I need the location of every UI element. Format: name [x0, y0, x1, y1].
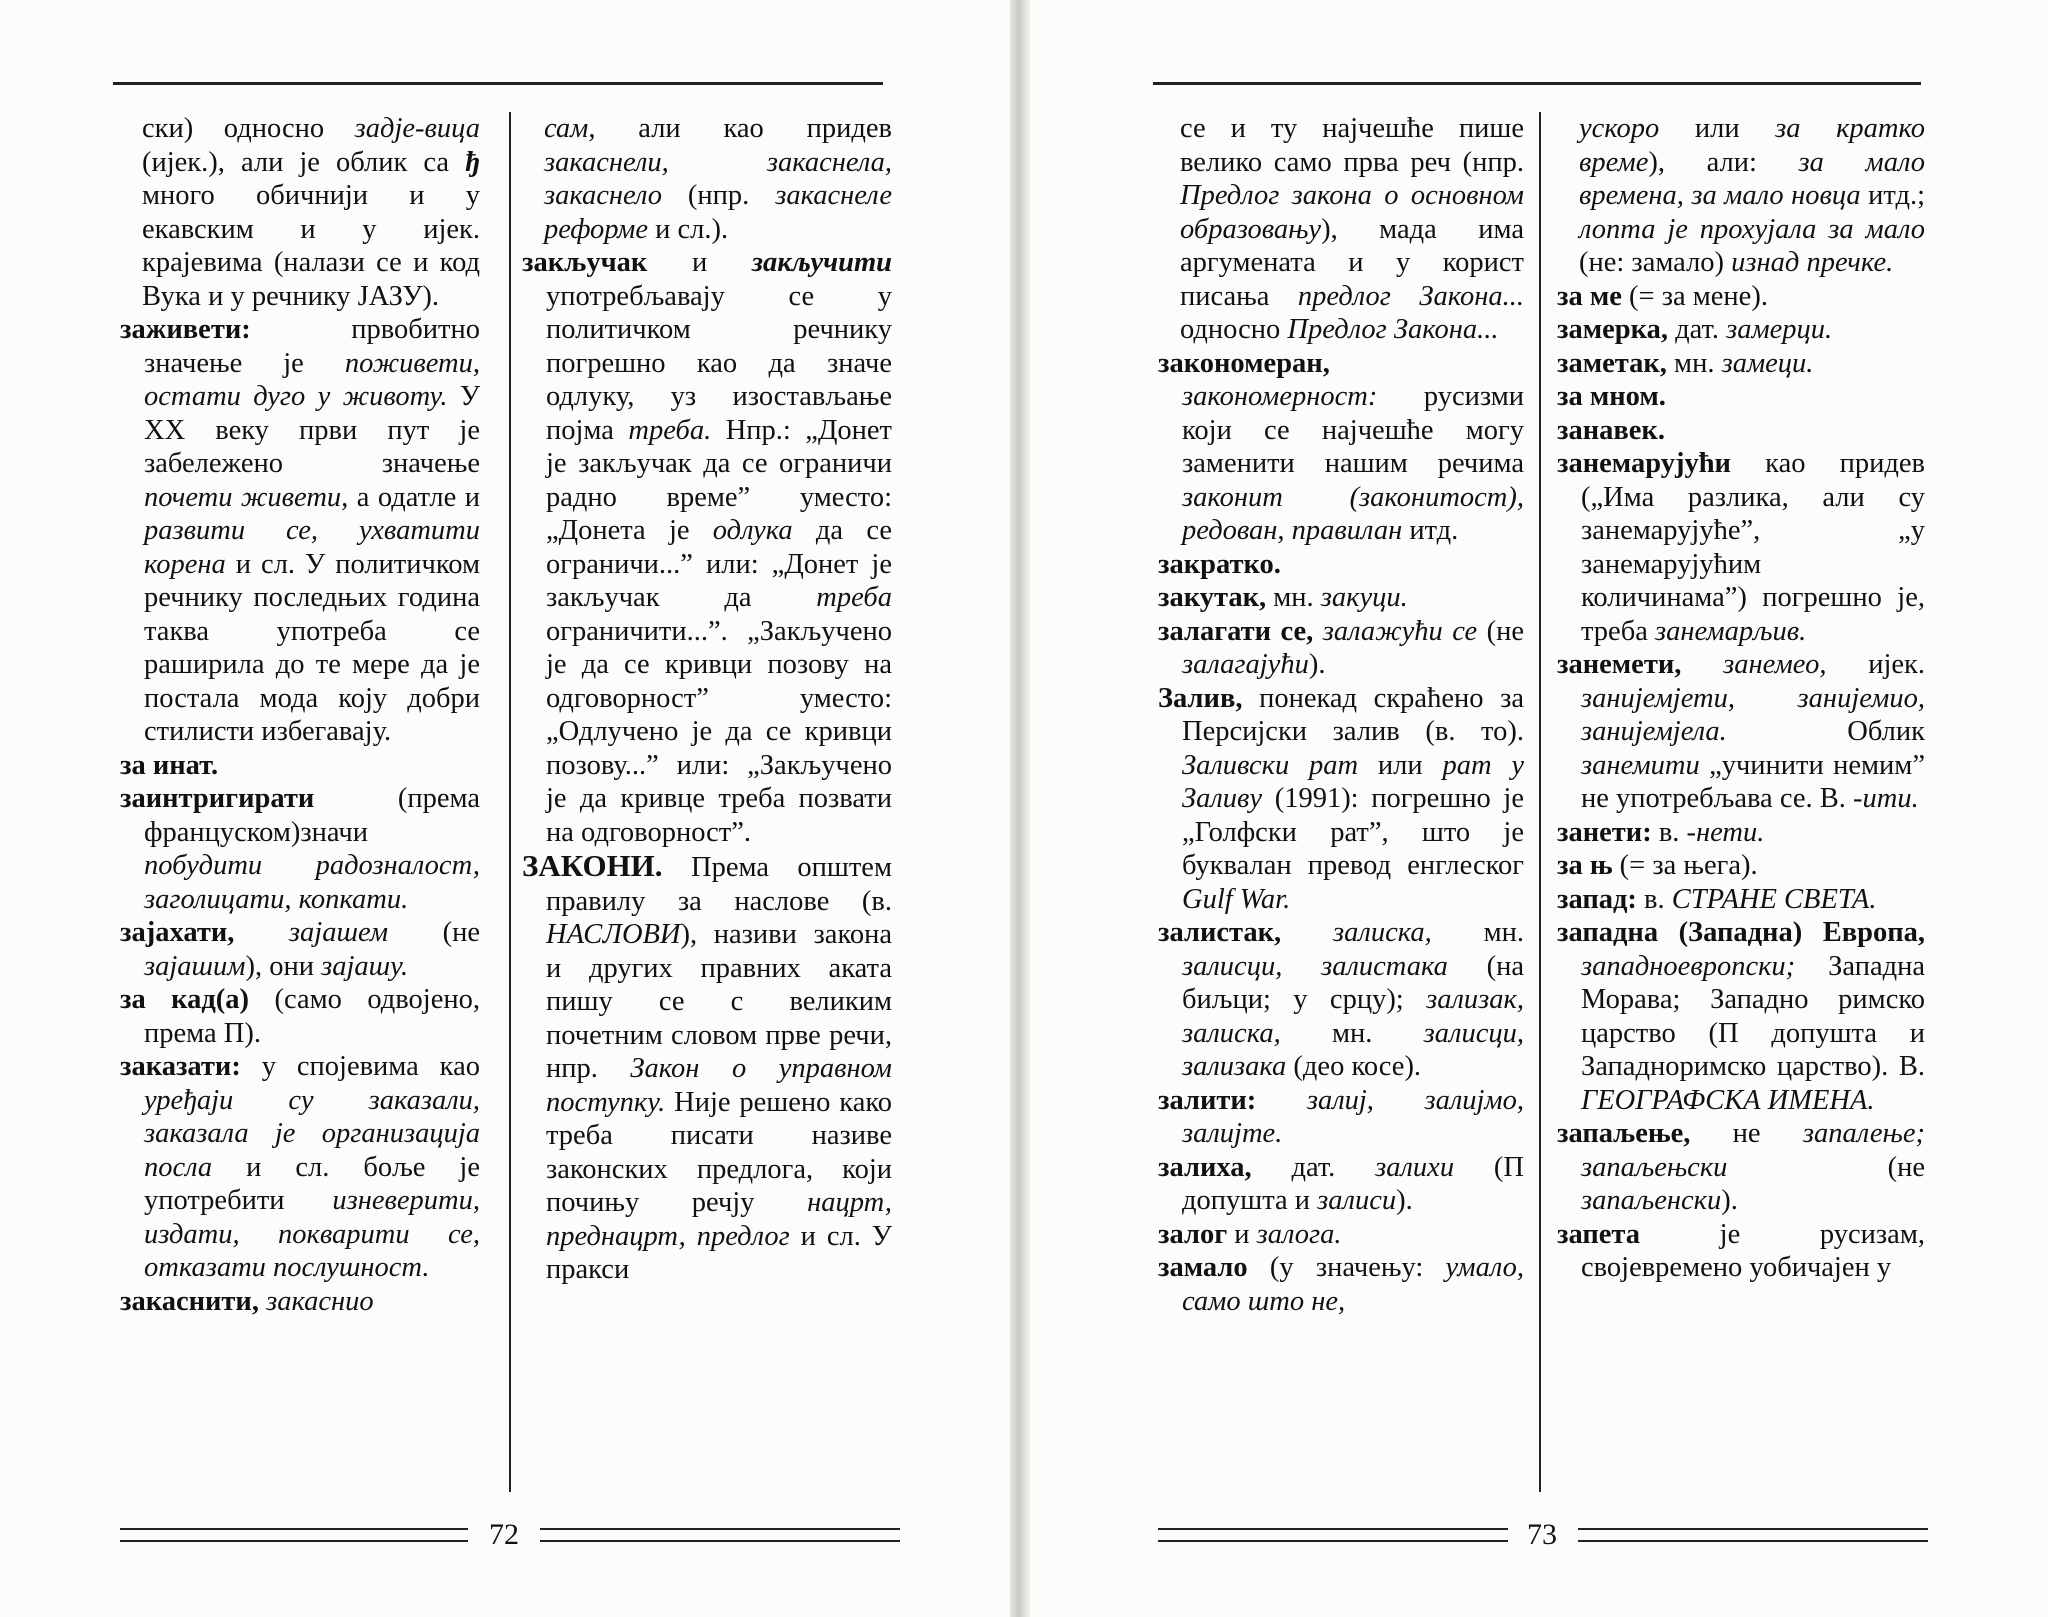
entry-text: ), они — [245, 950, 322, 982]
dictionary-entry — [120, 983, 480, 1050]
dictionary-entry — [1557, 1117, 1925, 1218]
entry-text: ). — [1396, 1185, 1413, 1216]
headword: залог — [1158, 1218, 1228, 1250]
italic-text: сам, — [544, 113, 596, 144]
headword: заметак, — [1557, 347, 1667, 379]
headword: заказати: — [120, 1051, 241, 1082]
italic-text: Предлог закона о основном образовању — [1180, 180, 1524, 245]
italic-text: занемео, — [1723, 649, 1827, 680]
italic-text: нацрт, преднацрт, предлог — [546, 1187, 892, 1252]
italic-text: зализак, залиска, — [1182, 984, 1524, 1049]
dictionary-entry — [120, 916, 480, 983]
headword: заживети: — [120, 314, 251, 345]
entry-text: се и ту најчешће пише велико само прва реч (нпр. — [1180, 113, 1524, 178]
italic-text: залисци, залистака — [1182, 950, 1448, 982]
entry-text: Према општем правилу за наслове (в. — [546, 852, 892, 917]
italic-text: закономерност: — [1182, 381, 1378, 412]
entry-text: и — [1227, 1218, 1257, 1250]
entry-text: мн. — [1666, 347, 1722, 379]
dictionary-entry — [1557, 447, 1925, 648]
italic-text: умало, само што не, — [1182, 1252, 1524, 1317]
italic-text: одлука — [712, 515, 793, 546]
italic-text: зајашем — [288, 917, 389, 948]
entry-text: ). — [1721, 1185, 1738, 1216]
italic-text: рат у Заливу — [1182, 749, 1524, 814]
entry-text: ), али: — [1648, 146, 1799, 178]
dictionary-entry — [1557, 883, 1925, 917]
entry-text: ), мада има аргумената и у корист писања — [1180, 213, 1524, 312]
headword: закључак — [522, 247, 648, 278]
column-divider — [509, 112, 511, 1492]
entry-text: в. — [1651, 816, 1687, 848]
italic-text: Закон о управном поступку. — [546, 1053, 892, 1118]
entry-text: ограничити...”. „Закључено је да се кривци позову на одговорност” уместо: „Одлучено је да се кривци позову...” или: „Закључено је да кривце треба позвати на одговорност”. — [546, 615, 892, 848]
entry-text: и сл. У пракси — [546, 1220, 892, 1285]
dictionary-entry — [1557, 380, 1925, 414]
entry-text: да се ограничи...” или: „Донет је закључак да — [546, 515, 892, 613]
italic-text: занијемјети, занијемио, занијемјела. — [1581, 682, 1925, 747]
italic-text: ускоро — [1579, 113, 1660, 144]
dictionary-entry — [1158, 1251, 1524, 1318]
dictionary-entry — [1557, 112, 1925, 280]
entry-text — [1256, 1085, 1307, 1116]
entry-text: (на биљци; у срцу); — [1182, 950, 1524, 1015]
italic-text: за кратко време — [1579, 113, 1925, 178]
entry-text: (нпр. — [662, 180, 776, 211]
headword: заинтригирати — [120, 783, 315, 814]
headword: занемети, — [1557, 649, 1682, 680]
entry-text: мн. — [1266, 582, 1321, 613]
italic-text: занемарљив. — [1654, 615, 1807, 647]
entry-text: ијек. — [1826, 649, 1926, 680]
entry-text: и сл. У политичком речнику последњих година таква употреба се раширила до те мере да је постала мода коју добри стилисти избегавају. — [144, 548, 480, 747]
headword-italic: ђ — [465, 146, 480, 178]
italic-text: предлог Закона... — [1297, 280, 1524, 312]
italic-text: залога. — [1256, 1218, 1342, 1250]
entry-text: Нпр.: „Донет је закључак да се ограничи радно време” уместо: „Донета је — [546, 414, 892, 546]
italic-text: запаљењски — [1581, 1151, 1728, 1183]
dictionary-entry — [522, 246, 892, 849]
headword: закаснити, — [120, 1285, 259, 1317]
dictionary-entry — [1158, 347, 1524, 548]
entry-text: (не: замало) — [1579, 247, 1732, 278]
dictionary-entry — [1158, 682, 1524, 917]
entry-text: и — [647, 247, 752, 278]
entry-text: али као придев — [595, 113, 892, 144]
column-divider — [1539, 112, 1541, 1492]
italic-text: ГЕОГРАФСКА ИМЕНА. — [1581, 1084, 1875, 1116]
dictionary-entry — [1158, 615, 1524, 682]
entry-text: односно — [1180, 314, 1288, 345]
dictionary-entry — [1158, 916, 1524, 1084]
dictionary-entry — [1557, 816, 1925, 850]
italic-text: почети живети, — [144, 481, 349, 513]
entry-text: русизми који се најчешће могу заменити нашим речима — [1182, 381, 1524, 479]
left-page — [0, 0, 1010, 1617]
headword: занети: — [1557, 816, 1652, 848]
italic-text: западноевропски; — [1581, 950, 1796, 982]
page-footer — [120, 1520, 900, 1550]
entry-text: (не — [388, 917, 480, 948]
dictionary-entry — [1158, 1218, 1524, 1252]
italic-text: залагајући — [1182, 649, 1309, 680]
headword: залиха, — [1158, 1151, 1252, 1183]
headword: замерка, — [1557, 314, 1668, 345]
right-column — [522, 112, 892, 1287]
entry-text: мн. — [1431, 917, 1524, 948]
entry-text: (само одвојено, према П). — [144, 984, 481, 1049]
italic-text: Предлог Закона... — [1287, 314, 1499, 345]
headword: закутак, — [1158, 582, 1267, 613]
italic-text: залиска, — [1333, 917, 1432, 948]
entry-text: мн. — [1280, 1017, 1424, 1049]
dictionary-entry — [1557, 916, 1925, 1117]
dictionary-entry — [1557, 347, 1925, 381]
footer-rule — [120, 1528, 468, 1542]
dictionary-entry — [1557, 280, 1925, 314]
headword: залити: — [1158, 1084, 1257, 1116]
entry-text: као придев („Има разлика, али су занемарујуће”, „у занемарујућим количинама”) погрешно је, треба — [1581, 448, 1925, 647]
italic-text: развити се, ухватити корена — [144, 515, 480, 580]
entry-text: много обичнији и у екавским и у ијек. крајевима (налази се и код Вука и у речнику ЈАЗУ). — [142, 180, 480, 312]
headword: замало — [1158, 1252, 1248, 1283]
entry-text: У XX веку први пут је забележено значење — [144, 381, 480, 479]
entry-text: или — [1358, 749, 1443, 781]
italic-text: занемити — [1581, 749, 1700, 781]
headword: за мном. — [1557, 381, 1666, 412]
italic-text: замерци. — [1726, 314, 1833, 345]
entry-text: и сл. боље је употребити — [144, 1151, 480, 1216]
book-gutter — [1010, 0, 1030, 1617]
entry-text — [1681, 649, 1723, 680]
entry-text: ). — [1308, 649, 1326, 680]
entry-text — [1313, 616, 1322, 647]
entry-text: Облик — [1726, 716, 1925, 747]
headword: за инат. — [120, 749, 219, 781]
italic-text: НАСЛОВИ — [546, 919, 681, 950]
entry-text: употребљавају се у политичком речнику погрешно као да значе одлуку, уз изостављање појма — [546, 280, 892, 446]
dictionary-entry — [1557, 414, 1925, 448]
dictionary-entry — [1557, 849, 1925, 883]
italic-text: задје-вица — [354, 113, 480, 144]
footer-rule — [1578, 1528, 1928, 1542]
entry-text: или — [1659, 113, 1776, 144]
dictionary-entry — [120, 1050, 480, 1285]
footer-rule — [1158, 1528, 1508, 1542]
entry-text: ски) односно — [142, 113, 355, 144]
entry-text: (у значењу: — [1247, 1252, 1446, 1283]
headword: запаљење, — [1557, 1118, 1691, 1149]
left-column — [1158, 112, 1524, 1318]
italic-text: треба — [816, 582, 892, 613]
entry-text: и сл.). — [647, 213, 729, 245]
headword: залистак, — [1158, 917, 1282, 948]
italic-text: залихи — [1375, 1151, 1455, 1183]
dictionary-entry — [120, 749, 480, 783]
italic-text: зајашу. — [321, 950, 409, 982]
entry-text: итд.; — [1860, 180, 1926, 211]
dictionary-entry — [522, 112, 892, 246]
italic-text: за мало времена, за мало новца — [1579, 146, 1925, 211]
italic-text: закуци. — [1320, 582, 1408, 613]
footer-rule — [540, 1528, 900, 1542]
dictionary-entry — [1158, 1151, 1524, 1218]
entry-text: првобитно значење је — [144, 314, 480, 379]
italic-text: залиј, залијмо, залијте. — [1182, 1084, 1524, 1149]
entry-text: (не — [1727, 1151, 1925, 1183]
headword: за ме — [1557, 280, 1622, 312]
entry-text: (= за њега). — [1612, 850, 1758, 881]
italic-text: запаљенски — [1581, 1185, 1722, 1216]
dictionary-entry — [1158, 548, 1524, 582]
headword: залагати се, — [1158, 615, 1314, 647]
left-column — [120, 112, 480, 1318]
italic-text: замеци. — [1721, 347, 1814, 379]
entry-text: понекад скраћено за Персијски залив (в. то). — [1182, 682, 1524, 747]
italic-text: Заливски рат — [1182, 749, 1359, 781]
italic-text: уређаји су заказали, заказала је организација посла — [144, 1084, 480, 1183]
italic-text: закаснио — [266, 1285, 374, 1317]
headword: занемарујући — [1557, 448, 1731, 479]
italic-text: СТРАНЕ СВЕТА. — [1671, 883, 1877, 915]
italic-text: зајашим — [144, 950, 246, 982]
page-footer — [1158, 1520, 1928, 1550]
dictionary-entry — [1158, 581, 1524, 615]
italic-text: законит (законитост), редован, правилан — [1182, 481, 1524, 546]
headword: за њ — [1557, 850, 1613, 881]
italic-text: изневерити, издати, покварити се, отказати послушност. — [144, 1185, 480, 1283]
italic-text: Gulf War. — [1182, 883, 1291, 915]
entry-text: (ијек.), али је облик са — [142, 146, 466, 178]
entry-text: дат. — [1251, 1151, 1376, 1183]
italic-text: закаснели, закаснела, закаснело — [544, 146, 892, 211]
italic-text: залисци, зализака — [1182, 1017, 1524, 1082]
entry-text: Није решено како треба писати називе законских предлога, који почињу речју — [546, 1086, 892, 1218]
headword: зајахати, — [120, 917, 235, 948]
headword: западна (Западна) Европа, — [1557, 917, 1925, 948]
entry-text: је русизам, својевремено уобичајен у — [1581, 1218, 1925, 1283]
entry-text: (не — [1477, 615, 1524, 647]
entry-text: „учинити немим” не употребљава се. В. — [1581, 749, 1925, 814]
right-column — [1557, 112, 1925, 1285]
italic-text: побудити радозналост, заголицати, копкати. — [144, 850, 480, 915]
entry-text: Западна Морава; Западно римско царство (П допушта и Западноримско царство). В. — [1581, 950, 1925, 1082]
italic-text: треба. — [628, 414, 712, 446]
entry-text — [1281, 917, 1333, 948]
entry-text: а одатле и — [348, 481, 480, 513]
entry-text: итд. — [1402, 515, 1459, 546]
entry-text: (П допушта и — [1182, 1151, 1524, 1216]
top-rule — [113, 82, 883, 85]
dictionary-entry — [1557, 648, 1925, 816]
entry-text: у спојевима као — [240, 1051, 480, 1082]
headword: занавек. — [1557, 414, 1665, 446]
dictionary-entry — [1158, 112, 1524, 347]
entry-text: (1991): погрешно је „Голфски рат”, што је буквалан превод енглеског — [1182, 783, 1524, 881]
headword: запад: — [1557, 883, 1637, 915]
dictionary-entry — [120, 1285, 480, 1319]
italic-text: поживети, остати дуго у животу. — [144, 347, 480, 412]
italic-text: запалење; — [1802, 1118, 1925, 1149]
right-page — [1030, 0, 2048, 1617]
page-number: 73 — [1527, 1518, 1557, 1551]
italic-text: залиси — [1317, 1185, 1397, 1216]
entry-text: ), називи закона и других правних аката пишу се с великим почетним словом прве речи, нпр. — [546, 919, 892, 1084]
italic-text: изнад пречке. — [1731, 247, 1894, 278]
entry-text: (= за мене). — [1621, 280, 1768, 312]
italic-text: лопта је прохујала за мало — [1579, 213, 1925, 245]
entry-text: дат. — [1667, 314, 1727, 345]
entry-text: (део косе). — [1286, 1051, 1422, 1082]
entry-text — [234, 917, 289, 948]
dictionary-entry — [120, 313, 480, 749]
headword: запета — [1557, 1218, 1640, 1250]
entry-text: (према француском)значи — [144, 783, 480, 848]
italic-text: -ити. — [1853, 783, 1919, 814]
italic-text: -нети. — [1686, 816, 1765, 848]
italic-text: залажући се — [1322, 615, 1478, 647]
dictionary-entry — [120, 112, 480, 313]
italic-text: закаснеле реформе — [544, 180, 892, 245]
page-number: 72 — [489, 1518, 519, 1551]
headword: закономеран, — [1158, 347, 1330, 379]
headword: закратко. — [1158, 548, 1281, 580]
headword: за кад(а) — [120, 984, 250, 1015]
entry-text: не — [1690, 1118, 1803, 1149]
entry-text: в. — [1636, 883, 1672, 915]
dictionary-entry — [1557, 313, 1925, 347]
headword: Залив, — [1158, 682, 1243, 714]
top-rule — [1153, 82, 1921, 85]
dictionary-entry — [522, 849, 892, 1287]
dictionary-entry — [1158, 1084, 1524, 1151]
headword-italic: закључити — [751, 247, 892, 278]
dictionary-entry — [120, 782, 480, 916]
section-headword: ЗАКОНИ. — [522, 848, 663, 883]
dictionary-entry — [1557, 1218, 1925, 1285]
